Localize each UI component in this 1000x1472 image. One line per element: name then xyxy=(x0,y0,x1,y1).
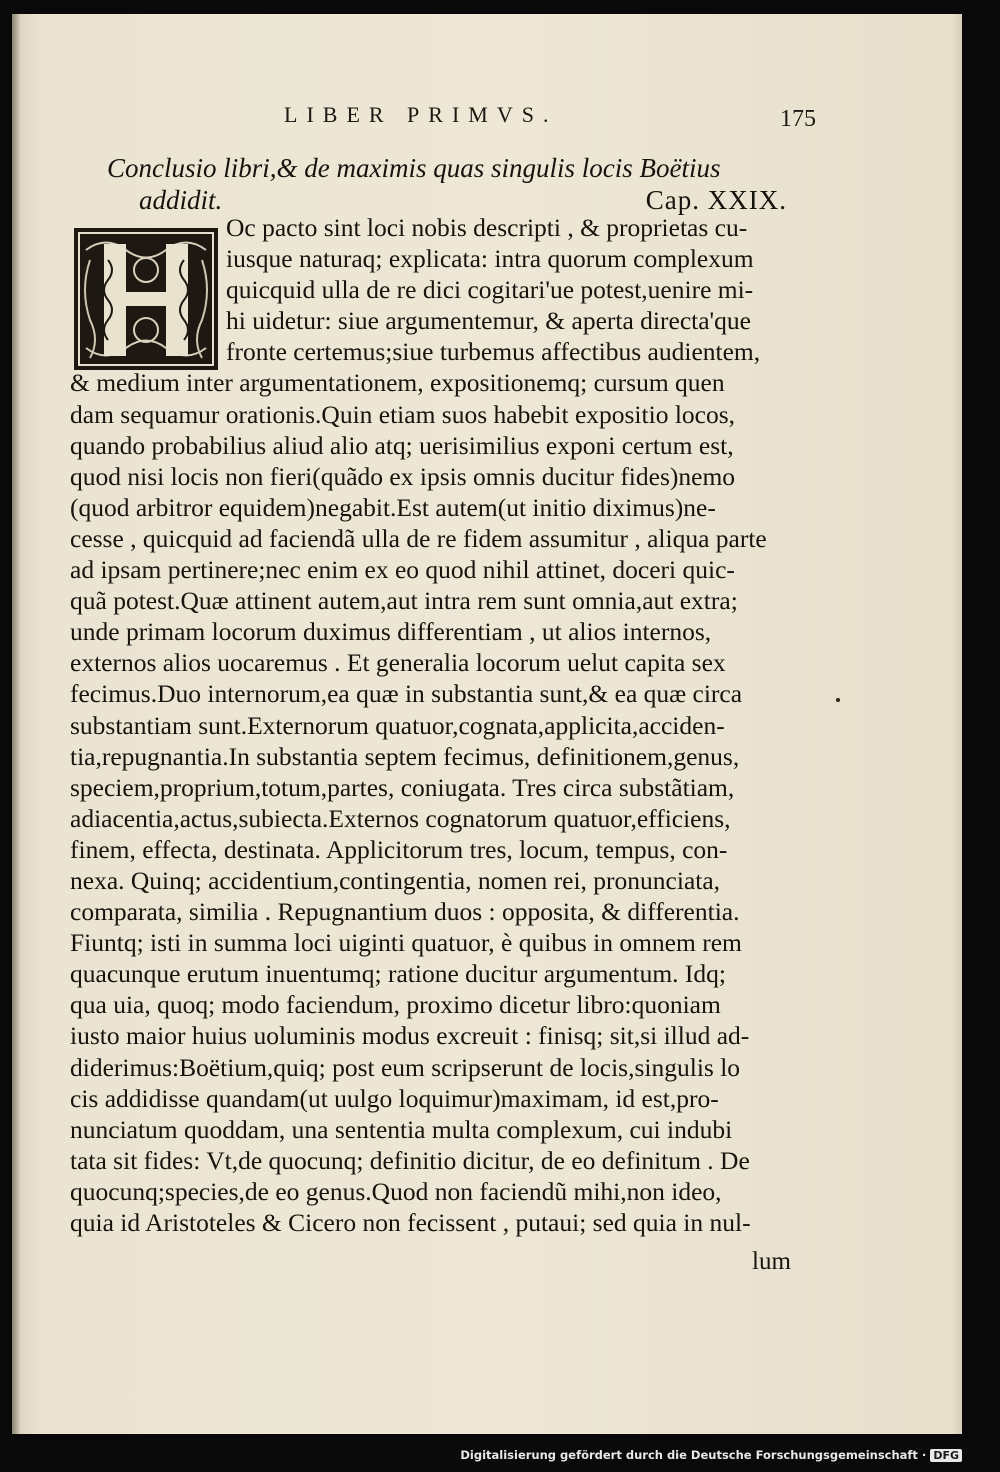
body-text xyxy=(70,212,810,1238)
text-line: iusque naturaq; explicata: intra quorum complexum xyxy=(226,244,754,274)
text-line: nexa. Quinq; accidentium,contingentia, nomen rei, pronunciata, xyxy=(70,865,721,895)
text-line: quando probabilius aliud alio atq; uerisimilius exponi certum est, xyxy=(70,430,734,460)
dfg-logo-icon: DFG xyxy=(930,1449,962,1462)
catchword: lum xyxy=(752,1248,791,1275)
text-line: cesse , quicquid ad faciendã ulla de re fidem assumitur , aliqua parte xyxy=(70,523,767,553)
chapter-heading-line1: Conclusio libri,& de maximis quas singulis locis Boëtius xyxy=(107,153,721,183)
text-line: ad ipsam pertinere;nec enim ex eo quod nihil attinet, doceri quic- xyxy=(70,555,735,585)
digitization-footer xyxy=(460,1448,962,1462)
text-line: (quod arbitror equidem)negabit.Est autem(ut initio diximus)ne- xyxy=(70,492,716,522)
text-line: adiacentia,actus,subiecta.Externos cognatorum quatuor,efficiens, xyxy=(70,803,731,833)
text-line: qua uia, quoq; modo faciendum, proximo dicetur libro:quoniam xyxy=(70,990,721,1020)
text-line: fecimus.Duo internorum,ea quæ in substantia sunt,& ea quæ circa xyxy=(70,679,743,709)
running-head: LIBER PRIMVS. xyxy=(284,102,558,127)
chapter-heading-addidit: addidit. xyxy=(139,185,223,215)
text-line: dam sequamur orationis.Quin etiam suos habebit expositio locos, xyxy=(70,399,736,429)
text-line: quicquid ulla de re dici cogitari'ue potest,uenire mi- xyxy=(226,275,754,305)
text-line: diderimus:Boëtium,quiq; post eum scripserunt de locis,singulis lo xyxy=(70,1052,741,1082)
margin-mark xyxy=(836,698,840,702)
text-line: hi uidetur: siue argumentemur, & aperta directa'que xyxy=(226,306,751,336)
book-page xyxy=(12,14,962,1434)
text-line: tata sit fides: Vt,de quocunq; definitio dicitur, de eo definitum . De xyxy=(70,1145,750,1175)
chapter-number: Cap. XXIX. xyxy=(645,185,787,215)
text-line: quã potest.Quæ attinent autem,aut intra rem sunt omnia,aut extra; xyxy=(70,586,738,616)
chapter-heading xyxy=(107,152,797,216)
text-line: finem, effecta, destinata. Applicitorum tres, locum, tempus, con- xyxy=(70,834,728,864)
page-gutter xyxy=(12,14,20,1434)
text-line: externos alios uocaremus . Et generalia locorum uelut capita sex xyxy=(70,648,726,678)
text-line: quacunque erutum inuentumq; ratione ducitur argumentum. Idq; xyxy=(70,959,726,989)
text-line: quia id Aristoteles & Cicero non fecissent , putaui; sed quia in nul- xyxy=(70,1208,751,1237)
text-line: cis addidisse quandam(ut uulgo loquimur)maximam, id est,pro- xyxy=(70,1083,719,1113)
page-number: 175 xyxy=(780,106,816,132)
text-line: comparata, similia . Repugnantium duos : opposita, & differentia. xyxy=(70,897,740,927)
text-line: fronte certemus;siue turbemus affectibus audientem, xyxy=(226,337,761,367)
text-line: Fiuntq; isti in summa loci uiginti quatuor, è quibus in omnem rem xyxy=(70,928,742,958)
text-line: speciem,proprium,totum,partes, coniugata. Tres circa substãtiam, xyxy=(70,772,735,802)
text-line: tia,repugnantia.In substantia septem fecimus, definitionem,genus, xyxy=(70,741,740,771)
text-line: quocunq;species,de eo genus.Quod non faciendũ mihi,non ideo, xyxy=(70,1176,722,1206)
text-line: & medium inter argumentationem, expositionemq; cursum quen xyxy=(70,368,725,398)
text-line: unde primam locorum duximus differentiam , ut alios internos, xyxy=(70,617,712,647)
text-line: quod nisi locis non fieri(quãdo ex ipsis omnis ducitur fides)nemo xyxy=(70,461,736,491)
text-line: iusto maior huius uoluminis modus excreuit : finisq; sit,si illud ad- xyxy=(70,1021,750,1051)
text-line: substantiam sunt.Externorum quatuor,cognata,applicita,acciden- xyxy=(70,710,725,740)
text-line: Oc pacto sint loci nobis descripti , & proprietas cu- xyxy=(226,213,748,242)
footer-credit: Digitalisierung gefördert durch die Deutsche Forschungsgemeinschaft · xyxy=(460,1448,927,1462)
text-line: nunciatum quoddam, una sententia multa complexum, cui indubi xyxy=(70,1114,733,1144)
